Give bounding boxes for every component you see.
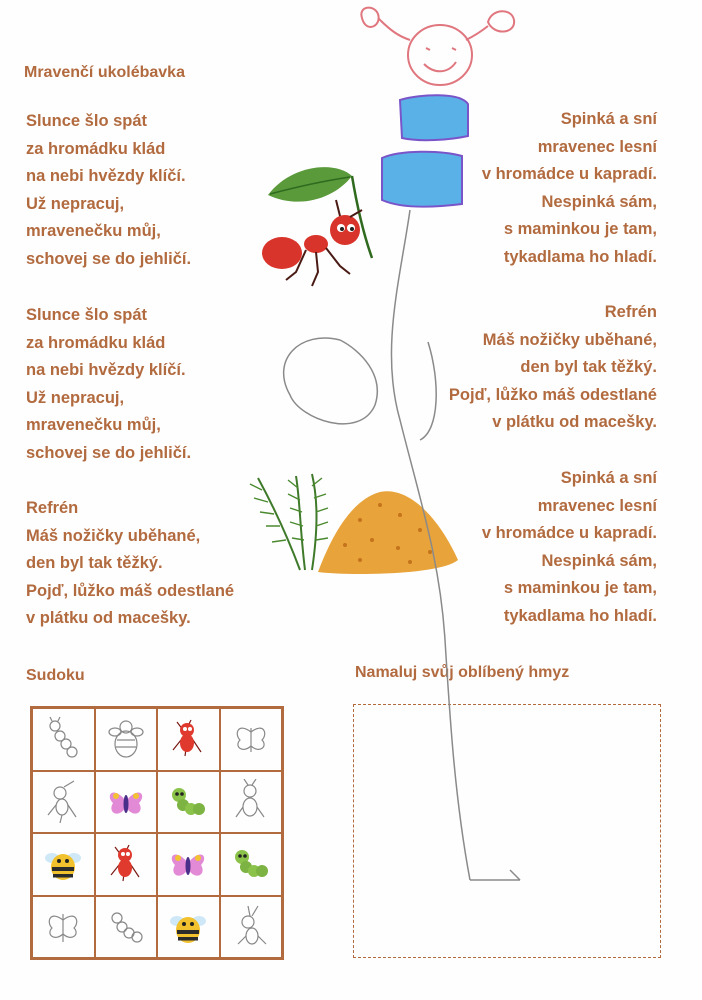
lyric-line: Spinká a sní [560, 110, 657, 128]
lyric-line: na nebi hvězdy klíčí. [26, 167, 186, 185]
lyric-line: Slunce šlo spát [26, 112, 148, 130]
lyric-line: den byl tak těžký. [26, 554, 163, 572]
lyric-line: Pojď, lůžko máš odestlané [26, 581, 235, 600]
draw-task-heading: Namaluj svůj oblíbený hmyz [355, 664, 570, 681]
lyric-line: mravenec lesní [537, 496, 657, 515]
lyric-line: Už nepracuj, [26, 194, 125, 213]
lyric-line: v plátku od macešky. [492, 413, 657, 431]
ant-icon [262, 200, 362, 286]
lyric-line: den byl tak těžký. [520, 358, 657, 376]
lyric-line: Máš nožičky uběhané, [26, 526, 201, 545]
lyric-line: Slunce šlo spát [26, 306, 148, 324]
lyric-line: Pojď, lůžko máš odestlané [448, 385, 657, 404]
lyric-line: Máš nožičky uběhané, [482, 330, 657, 349]
lyric-line: v plátku od macešky. [26, 609, 191, 627]
crayon-figure-drawing [361, 8, 514, 207]
lyric-line: Spinká a sní [560, 469, 657, 487]
lyric-line: schovej se do jehličí. [26, 443, 192, 462]
lyric-line: v hromádce u kapradí. [481, 165, 657, 183]
lyric-line: mravenečku můj, [26, 222, 161, 240]
lyric-line: Už nepracuj, [26, 388, 125, 407]
sudoku-heading: Sudoku [26, 667, 85, 684]
lyric-line: za hromádku klád [26, 139, 166, 158]
lyric-line: tykadlama ho hladí. [503, 247, 657, 266]
needle-pile-icon [318, 491, 458, 574]
lyric-line: tykadlama ho hladí. [503, 606, 657, 625]
lyric-line: Nespinká sám, [541, 551, 657, 570]
lyric-line: s maminkou je tam, [503, 579, 657, 597]
lyric-line: Refrén [26, 499, 79, 517]
lyric-line: v hromádce u kapradí. [481, 524, 657, 542]
lyric-line: Nespinká sám, [541, 192, 657, 211]
lyric-line: na nebi hvězdy klíčí. [26, 361, 186, 379]
song-title: Mravenčí ukolébavka [24, 64, 185, 81]
ant-with-leaf-illustration [262, 167, 372, 286]
lyric-line: za hromádku klád [26, 333, 166, 352]
lyric-line: Refrén [604, 303, 657, 321]
lyric-line: schovej se do jehličí. [26, 249, 192, 268]
lyric-line: mravenečku můj, [26, 416, 161, 434]
lyric-line: mravenec lesní [537, 137, 657, 156]
lyric-line: s maminkou je tam, [503, 220, 657, 238]
